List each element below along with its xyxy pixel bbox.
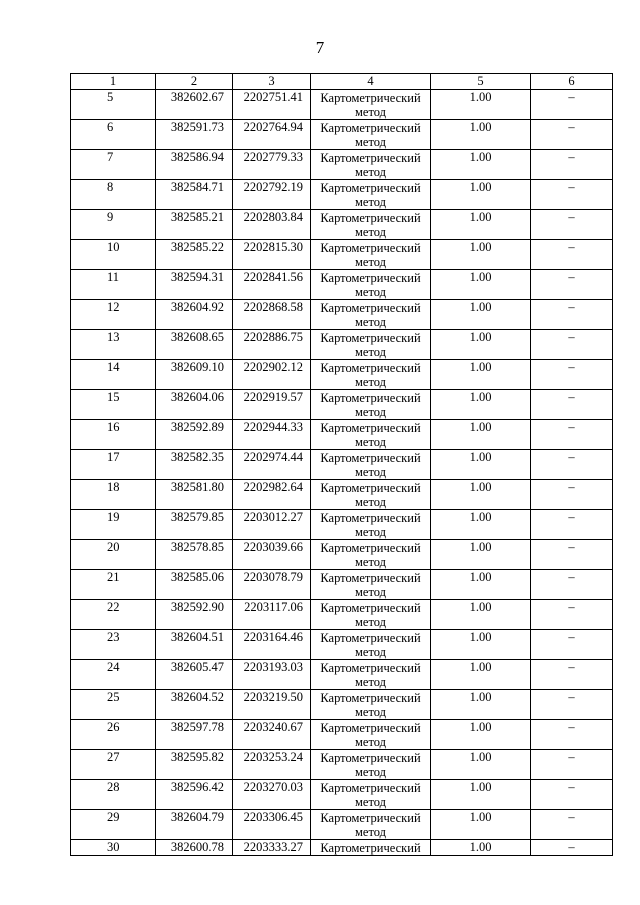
table-row [71, 180, 613, 210]
table-row [71, 300, 613, 330]
note-cell: – [531, 750, 613, 780]
y-coordinate-cell: 2203117.06 [233, 600, 311, 630]
y-coordinate-cell: 2203240.67 [233, 720, 311, 750]
accuracy-cell: 1.00 [431, 630, 531, 660]
table-header-row [71, 74, 613, 90]
point-number-cell: 27 [71, 750, 156, 780]
point-number-cell: 16 [71, 420, 156, 450]
x-coordinate-cell: 382594.31 [156, 270, 233, 300]
y-coordinate-cell: 2203164.46 [233, 630, 311, 660]
accuracy-cell: 1.00 [431, 450, 531, 480]
table-row [71, 540, 613, 570]
accuracy-cell: 1.00 [431, 390, 531, 420]
point-number-cell: 22 [71, 600, 156, 630]
accuracy-cell: 1.00 [431, 810, 531, 840]
point-number-cell: 6 [71, 120, 156, 150]
x-coordinate-cell: 382605.47 [156, 660, 233, 690]
y-coordinate-cell: 2202764.94 [233, 120, 311, 150]
point-number-cell: 20 [71, 540, 156, 570]
header-cell-3: 3 [233, 74, 311, 90]
accuracy-cell: 1.00 [431, 360, 531, 390]
point-number-cell: 9 [71, 210, 156, 240]
point-number-cell: 7 [71, 150, 156, 180]
point-number-cell: 24 [71, 660, 156, 690]
note-cell: – [531, 300, 613, 330]
note-cell: – [531, 240, 613, 270]
point-number-cell: 19 [71, 510, 156, 540]
note-cell: – [531, 600, 613, 630]
y-coordinate-cell: 2202779.33 [233, 150, 311, 180]
y-coordinate-cell: 2203193.03 [233, 660, 311, 690]
x-coordinate-cell: 382600.78 [156, 840, 233, 856]
x-coordinate-cell: 382582.35 [156, 450, 233, 480]
accuracy-cell: 1.00 [431, 120, 531, 150]
method-cell: Картометрический метод [311, 270, 431, 300]
note-cell: – [531, 630, 613, 660]
point-number-cell: 23 [71, 630, 156, 660]
method-cell: Картометрический метод [311, 630, 431, 660]
note-cell: – [531, 570, 613, 600]
accuracy-cell: 1.00 [431, 90, 531, 120]
method-cell: Картометрический метод [311, 510, 431, 540]
note-cell: – [531, 840, 613, 856]
x-coordinate-cell: 382597.78 [156, 720, 233, 750]
table-row [71, 750, 613, 780]
x-coordinate-cell: 382596.42 [156, 780, 233, 810]
point-number-cell: 25 [71, 690, 156, 720]
note-cell: – [531, 390, 613, 420]
method-cell: Картометрический метод [311, 720, 431, 750]
point-number-cell: 18 [71, 480, 156, 510]
note-cell: – [531, 810, 613, 840]
method-cell: Картометрический метод [311, 210, 431, 240]
x-coordinate-cell: 382604.79 [156, 810, 233, 840]
point-number-cell: 28 [71, 780, 156, 810]
method-cell: Картометрический метод [311, 600, 431, 630]
method-cell: Картометрический метод [311, 330, 431, 360]
accuracy-cell: 1.00 [431, 540, 531, 570]
y-coordinate-cell: 2202944.33 [233, 420, 311, 450]
accuracy-cell: 1.00 [431, 840, 531, 856]
point-number-cell: 12 [71, 300, 156, 330]
point-number-cell: 14 [71, 360, 156, 390]
table-row [71, 240, 613, 270]
method-cell: Картометрический метод [311, 390, 431, 420]
method-cell: Картометрический метод [311, 480, 431, 510]
note-cell: – [531, 210, 613, 240]
accuracy-cell: 1.00 [431, 210, 531, 240]
x-coordinate-cell: 382604.51 [156, 630, 233, 660]
accuracy-cell: 1.00 [431, 570, 531, 600]
y-coordinate-cell: 2202886.75 [233, 330, 311, 360]
method-cell: Картометрический [311, 840, 431, 856]
accuracy-cell: 1.00 [431, 240, 531, 270]
accuracy-cell: 1.00 [431, 180, 531, 210]
x-coordinate-cell: 382585.21 [156, 210, 233, 240]
header-cell-2: 2 [156, 74, 233, 90]
point-number-cell: 30 [71, 840, 156, 856]
table-row [71, 360, 613, 390]
point-number-cell: 13 [71, 330, 156, 360]
note-cell: – [531, 330, 613, 360]
table-row [71, 390, 613, 420]
y-coordinate-cell: 2203333.27 [233, 840, 311, 856]
note-cell: – [531, 90, 613, 120]
method-cell: Картометрический метод [311, 360, 431, 390]
point-number-cell: 15 [71, 390, 156, 420]
y-coordinate-cell: 2202982.64 [233, 480, 311, 510]
method-cell: Картометрический метод [311, 540, 431, 570]
note-cell: – [531, 450, 613, 480]
table-row [71, 450, 613, 480]
x-coordinate-cell: 382592.89 [156, 420, 233, 450]
x-coordinate-cell: 382608.65 [156, 330, 233, 360]
table-row [71, 510, 613, 540]
table-row [71, 690, 613, 720]
table-row [71, 420, 613, 450]
method-cell: Картометрический метод [311, 750, 431, 780]
note-cell: – [531, 270, 613, 300]
x-coordinate-cell: 382586.94 [156, 150, 233, 180]
accuracy-cell: 1.00 [431, 150, 531, 180]
y-coordinate-cell: 2202919.57 [233, 390, 311, 420]
method-cell: Картометрический метод [311, 780, 431, 810]
y-coordinate-cell: 2202815.30 [233, 240, 311, 270]
accuracy-cell: 1.00 [431, 600, 531, 630]
header-cell-4: 4 [311, 74, 431, 90]
method-cell: Картометрический метод [311, 810, 431, 840]
table-row [71, 480, 613, 510]
y-coordinate-cell: 2203270.03 [233, 780, 311, 810]
point-number-cell: 11 [71, 270, 156, 300]
accuracy-cell: 1.00 [431, 330, 531, 360]
table-row [71, 120, 613, 150]
accuracy-cell: 1.00 [431, 780, 531, 810]
accuracy-cell: 1.00 [431, 300, 531, 330]
x-coordinate-cell: 382604.92 [156, 300, 233, 330]
method-cell: Картометрический метод [311, 120, 431, 150]
y-coordinate-cell: 2202974.44 [233, 450, 311, 480]
accuracy-cell: 1.00 [431, 720, 531, 750]
y-coordinate-cell: 2203219.50 [233, 690, 311, 720]
x-coordinate-cell: 382591.73 [156, 120, 233, 150]
table-row [71, 90, 613, 120]
accuracy-cell: 1.00 [431, 750, 531, 780]
method-cell: Картометрический метод [311, 660, 431, 690]
y-coordinate-cell: 2203078.79 [233, 570, 311, 600]
method-cell: Картометрический метод [311, 420, 431, 450]
y-coordinate-cell: 2202841.56 [233, 270, 311, 300]
note-cell: – [531, 660, 613, 690]
note-cell: – [531, 720, 613, 750]
method-cell: Картометрический метод [311, 300, 431, 330]
point-number-cell: 10 [71, 240, 156, 270]
x-coordinate-cell: 382592.90 [156, 600, 233, 630]
x-coordinate-cell: 382585.22 [156, 240, 233, 270]
table-row [71, 150, 613, 180]
point-number-cell: 8 [71, 180, 156, 210]
table-row [71, 810, 613, 840]
note-cell: – [531, 510, 613, 540]
x-coordinate-cell: 382609.10 [156, 360, 233, 390]
accuracy-cell: 1.00 [431, 510, 531, 540]
x-coordinate-cell: 382602.67 [156, 90, 233, 120]
method-cell: Картометрический метод [311, 450, 431, 480]
method-cell: Картометрический метод [311, 240, 431, 270]
note-cell: – [531, 180, 613, 210]
x-coordinate-cell: 382578.85 [156, 540, 233, 570]
table-row [71, 330, 613, 360]
y-coordinate-cell: 2202868.58 [233, 300, 311, 330]
table-row [71, 660, 613, 690]
header-cell-6: 6 [531, 74, 613, 90]
note-cell: – [531, 360, 613, 390]
note-cell: – [531, 420, 613, 450]
header-cell-5: 5 [431, 74, 531, 90]
table-row [71, 270, 613, 300]
method-cell: Картометрический метод [311, 150, 431, 180]
accuracy-cell: 1.00 [431, 270, 531, 300]
note-cell: – [531, 540, 613, 570]
x-coordinate-cell: 382584.71 [156, 180, 233, 210]
x-coordinate-cell: 382585.06 [156, 570, 233, 600]
accuracy-cell: 1.00 [431, 690, 531, 720]
y-coordinate-cell: 2202803.84 [233, 210, 311, 240]
x-coordinate-cell: 382581.80 [156, 480, 233, 510]
y-coordinate-cell: 2202792.19 [233, 180, 311, 210]
y-coordinate-cell: 2203253.24 [233, 750, 311, 780]
table-row [71, 600, 613, 630]
note-cell: – [531, 780, 613, 810]
note-cell: – [531, 480, 613, 510]
x-coordinate-cell: 382604.06 [156, 390, 233, 420]
point-number-cell: 29 [71, 810, 156, 840]
note-cell: – [531, 150, 613, 180]
page-number: 7 [315, 38, 325, 57]
point-number-cell: 21 [71, 570, 156, 600]
method-cell: Картометрический метод [311, 570, 431, 600]
note-cell: – [531, 690, 613, 720]
y-coordinate-cell: 2203039.66 [233, 540, 311, 570]
method-cell: Картометрический метод [311, 690, 431, 720]
x-coordinate-cell: 382595.82 [156, 750, 233, 780]
x-coordinate-cell: 382604.52 [156, 690, 233, 720]
method-cell: Картометрический метод [311, 180, 431, 210]
y-coordinate-cell: 2202751.41 [233, 90, 311, 120]
point-number-cell: 26 [71, 720, 156, 750]
method-cell: Картометрический метод [311, 90, 431, 120]
header-cell-1: 1 [71, 74, 156, 90]
point-number-cell: 5 [71, 90, 156, 120]
y-coordinate-cell: 2202902.12 [233, 360, 311, 390]
table-row [71, 840, 613, 856]
table-row [71, 780, 613, 810]
coordinates-table-body [71, 74, 613, 856]
table-row [71, 210, 613, 240]
accuracy-cell: 1.00 [431, 420, 531, 450]
accuracy-cell: 1.00 [431, 660, 531, 690]
coordinates-table [70, 73, 613, 856]
y-coordinate-cell: 2203012.27 [233, 510, 311, 540]
table-row [71, 570, 613, 600]
table-row [71, 720, 613, 750]
x-coordinate-cell: 382579.85 [156, 510, 233, 540]
point-number-cell: 17 [71, 450, 156, 480]
accuracy-cell: 1.00 [431, 480, 531, 510]
y-coordinate-cell: 2203306.45 [233, 810, 311, 840]
table-row [71, 630, 613, 660]
note-cell: – [531, 120, 613, 150]
